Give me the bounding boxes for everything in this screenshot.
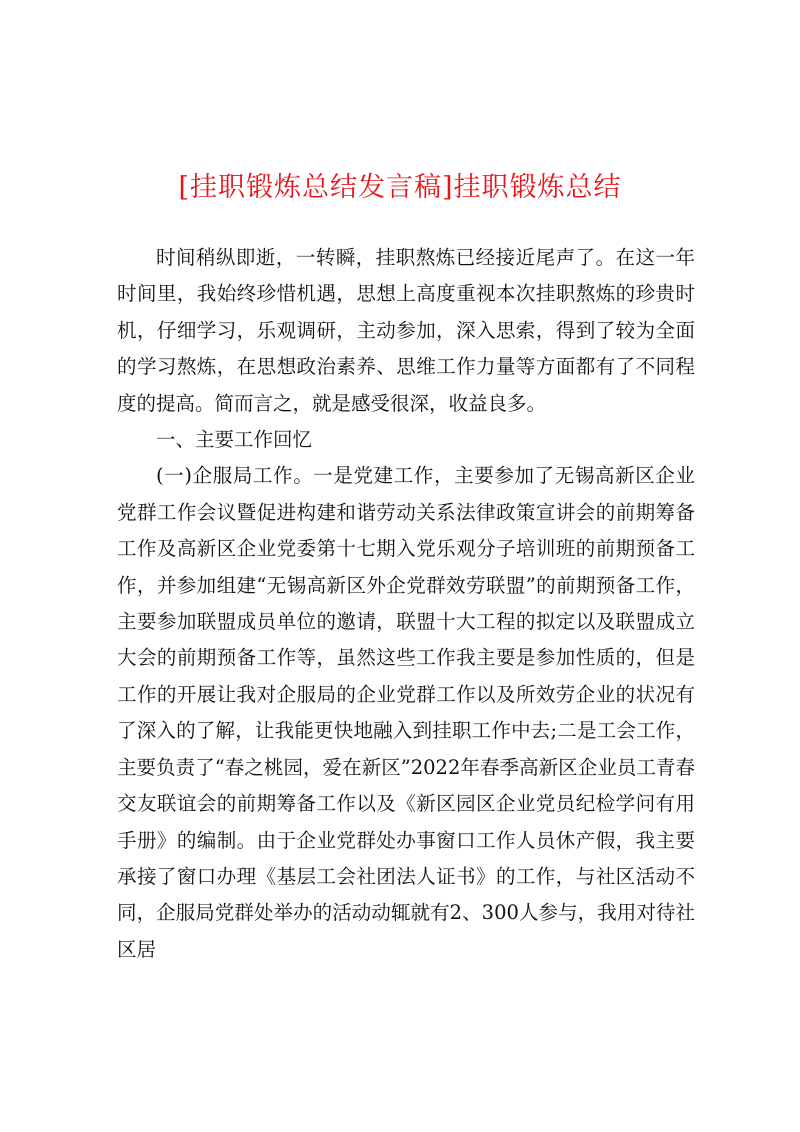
paragraph-enterprise-service: (一)企服局工作。一是党建工作，主要参加了无锡高新区企业党群工作会议暨促进构建和谐劳动关系法律政策宣讲会的前期筹备工作及高新区企业党委第十七期入党乐观分子培训班的前期预备工作，并参加组建“无锡高新区外企党群效劳联盟”的前期预备工作，主要参加联盟成员单位的邀请，联盟十大工程的拟定以及联盟成立大会的前期预备工作等，虽然这些工作我主要是参加性质的，但是工作的开展让我对企服局的企业党群工作以及所效劳企业的状况有了深入的了解，让我能更快地融入到挂职工作中去;二是工会工作，主要负责了“春之桃园，爱在新区”2022年春季高新区企业员工青春交友联谊会的前期筹备工作以及《新区园区企业党员纪检学问有用手册》的编制。由于企业党群处办事窗口工作人员休产假，我主要承接了窗口办理《基层工会社团法人证书》的工作，与社区活动不同，企服局党群处举办的活动动辄就有2、300人参与，我用对待社区居 <box>117 464 695 961</box>
document-body <box>117 240 695 968</box>
document-title: [挂职锻炼总结发言稿]挂职锻炼总结 <box>178 172 622 203</box>
section-heading: 一、主要工作回忆 <box>156 428 313 452</box>
paragraph-intro: 时间稍纵即逝，一转瞬，挂职熬炼已经接近尾声了。在这一年时间里，我始终珍惜机遇，思想上高度重视本次挂职熬炼的珍贵时机，仔细学习，乐观调研，主动参加，深入思索，得到了较为全面的学习熬炼，在思想政治素养、思维工作力量等方面都有了不同程度的提高。简而言之，就是感受很深，收益良多。 <box>117 246 695 415</box>
